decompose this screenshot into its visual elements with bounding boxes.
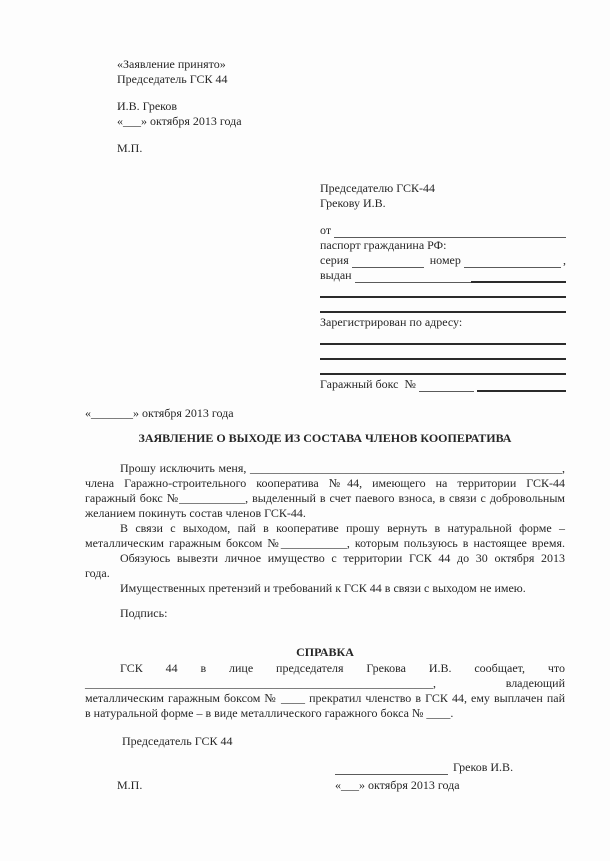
paragraph-line: года. <box>85 566 110 580</box>
blank-line <box>320 330 566 345</box>
paragraph-line: гаражный бокс №___________, выделенный в счет паевого взноса, в связи с добровольным <box>85 491 565 505</box>
from-label: от <box>320 223 332 237</box>
chairman-signature-row <box>335 760 561 775</box>
paragraph-line: В связи с выходом, пай в кооперативе прошу вернуть в натуральной форме – <box>120 521 565 535</box>
addressee-title: Председателю ГСК-44 <box>320 181 436 195</box>
garage-box-label: Гаражный бокс № <box>320 377 416 391</box>
comma: , <box>563 253 566 267</box>
spacer <box>320 211 566 223</box>
issued-label: выдан <box>320 268 352 282</box>
acceptance-label: «Заявление принято» <box>117 57 226 71</box>
series-fill-line <box>352 255 424 268</box>
signature-label: Подпись: <box>120 606 168 620</box>
chairman-signature-name: Греков И.В. <box>453 760 514 774</box>
acceptance-chairman: Председатель ГСК 44 <box>117 72 228 86</box>
blank-line <box>320 360 566 375</box>
number-label: номер <box>429 253 461 267</box>
spacer <box>117 87 242 99</box>
paragraph-line: Прошу исключить меня, ____________________________________________________, <box>120 461 565 475</box>
acceptance-seal-label: М.П. <box>117 141 143 155</box>
certificate-seal-label: М.П. <box>117 778 143 792</box>
issued-fill-line <box>355 270 471 283</box>
application-body <box>85 461 565 596</box>
paragraph-line: Обязуюсь вывезти личное имущество с территории ГСК 44 до 30 октября 2013 <box>120 551 565 565</box>
application-date-line: «_______» октября 2013 года <box>85 406 234 420</box>
chairman-signature-fill-line <box>335 762 448 775</box>
blank-line <box>320 345 566 360</box>
certificate-date-line: «___» октября 2013 года <box>335 778 460 792</box>
issued-field-row <box>320 268 566 283</box>
addressee-name: Грекову И.В. <box>320 196 386 210</box>
certificate-line: ГСК 44 в лице председателя Грекова И.В. сообщает, что <box>120 661 565 675</box>
addressee-block <box>320 181 566 392</box>
acceptance-date: «___» октября 2013 года <box>117 114 242 128</box>
from-fill-line <box>334 225 566 238</box>
registered-label: Зарегистрирован по адресу: <box>320 315 463 329</box>
paragraph-line: металлическим гаражным боксом №___________, которым пользуюсь в настоящее время. <box>85 536 565 550</box>
acceptance-stamp-block <box>117 57 242 156</box>
certificate-line: в натуральной форме – в виде металлического гаражного бокса № ____. <box>85 706 454 720</box>
certificate-line: __________________________________________________________, владеющий <box>85 676 565 690</box>
garage-box-row <box>320 377 566 392</box>
spacer <box>117 129 242 141</box>
certificate-line: металлическим гаражным боксом № ____ прекратил членство в ГСК 44, ему выплачен пай <box>85 691 565 705</box>
acceptance-chairman-name: И.В. Греков <box>117 99 178 113</box>
number-fill-line <box>464 255 561 268</box>
blank-line <box>320 298 566 313</box>
series-label: серия <box>320 253 349 267</box>
issued-fill-line-2 <box>471 269 566 283</box>
from-field-row <box>320 223 566 238</box>
chairman-label: Председатель ГСК 44 <box>122 734 233 748</box>
paragraph-line: члена Гаражно-строительного кооператива №44, имеющего на территории ГСК-44 <box>85 476 565 490</box>
garage-box-fill-line-2 <box>477 378 566 392</box>
passport-label: паспорт гражданина РФ: <box>320 238 447 252</box>
certificate-title: СПРАВКА <box>296 645 354 659</box>
garage-box-fill-line <box>419 379 474 392</box>
paragraph-line: желанием покинуть состав членов ГСК-44. <box>85 506 306 520</box>
document-title: ЗАЯВЛЕНИЕ О ВЫХОДЕ ИЗ СОСТАВА ЧЛЕНОВ КООПЕРАТИВА <box>138 431 512 445</box>
paragraph-line: Имущественных претензий и требований к ГСК 44 в связи с выходом не имею. <box>120 581 526 595</box>
series-number-row <box>320 253 566 268</box>
certificate-body <box>85 661 565 721</box>
blank-line <box>320 283 566 298</box>
